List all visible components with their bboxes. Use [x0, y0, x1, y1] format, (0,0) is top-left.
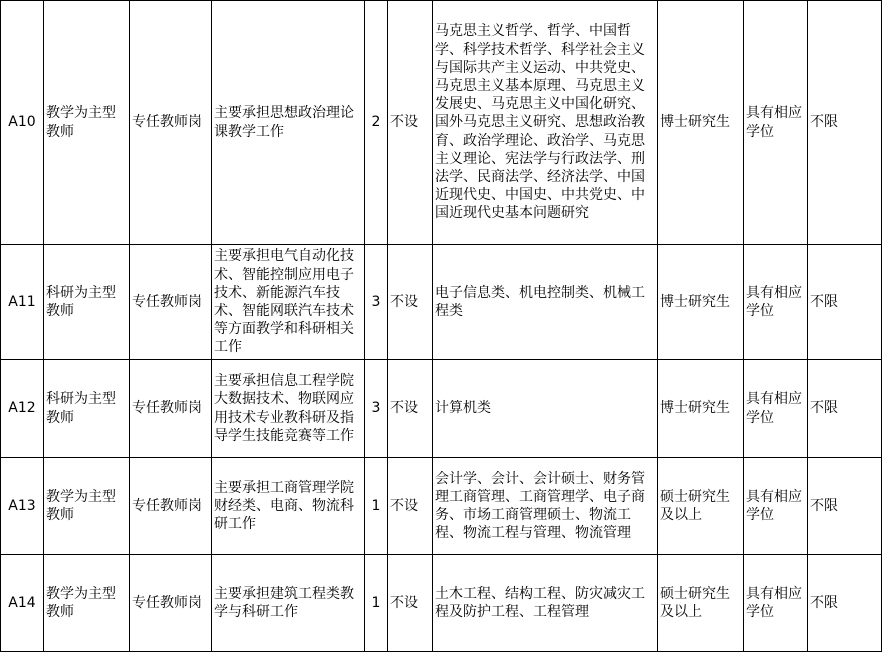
major-cell: 会计学、会计、会计硕士、财务管理工商管理、工商管理学、电子商务、市场工商管理硕士、物流工程、物流工程与管理、物流管理	[433, 458, 658, 555]
other-cell: 不限	[808, 555, 882, 652]
post-type-cell: 科研为主型教师	[44, 245, 130, 360]
headcount-cell: 3	[365, 245, 388, 360]
degree-cell: 具有相应学位	[744, 555, 808, 652]
post-name-cell: 专任教师岗	[130, 360, 212, 458]
post-code-cell: A14	[1, 555, 44, 652]
education-cell: 硕士研究生及以上	[658, 458, 744, 555]
degree-cell: 具有相应学位	[744, 458, 808, 555]
headcount-cell: 1	[365, 458, 388, 555]
ratio-cell: 不设	[388, 555, 433, 652]
degree-cell: 具有相应学位	[744, 360, 808, 458]
major-cell: 土木工程、结构工程、防灾减灾工程及防护工程、工程管理	[433, 555, 658, 652]
degree-cell: 具有相应学位	[744, 1, 808, 245]
post-type-cell: 教学为主型教师	[44, 458, 130, 555]
post-type-cell: 教学为主型教师	[44, 555, 130, 652]
table-row	[1, 245, 882, 360]
education-cell: 硕士研究生及以上	[658, 555, 744, 652]
headcount-cell: 1	[365, 555, 388, 652]
post-type-cell: 科研为主型教师	[44, 360, 130, 458]
education-cell: 博士研究生	[658, 1, 744, 245]
headcount-cell: 2	[365, 1, 388, 245]
duty-cell: 主要承担建筑工程类教学与科研工作	[212, 555, 365, 652]
table-row	[1, 458, 882, 555]
duty-cell: 主要承担思想政治理论课教学工作	[212, 1, 365, 245]
headcount-cell: 3	[365, 360, 388, 458]
post-type-cell: 教学为主型教师	[44, 1, 130, 245]
ratio-cell: 不设	[388, 360, 433, 458]
education-cell: 博士研究生	[658, 360, 744, 458]
duty-cell: 主要承担信息工程学院大数据技术、物联网应用技术专业教科研及指导学生技能竞赛等工作	[212, 360, 365, 458]
major-cell: 电子信息类、机电控制类、机械工程类	[433, 245, 658, 360]
degree-cell: 具有相应学位	[744, 245, 808, 360]
other-cell: 不限	[808, 1, 882, 245]
table-row	[1, 555, 882, 652]
post-code-cell: A13	[1, 458, 44, 555]
post-code-cell: A11	[1, 245, 44, 360]
ratio-cell: 不设	[388, 1, 433, 245]
ratio-cell: 不设	[388, 458, 433, 555]
other-cell: 不限	[808, 458, 882, 555]
post-name-cell: 专任教师岗	[130, 555, 212, 652]
post-name-cell: 专任教师岗	[130, 245, 212, 360]
other-cell: 不限	[808, 245, 882, 360]
other-cell: 不限	[808, 360, 882, 458]
post-name-cell: 专任教师岗	[130, 1, 212, 245]
duty-cell: 主要承担电气自动化技术、智能控制应用电子技术、新能源汽车技术、智能网联汽车技术等方面教学和科研相关工作	[212, 245, 365, 360]
duty-cell: 主要承担工商管理学院财经类、电商、物流科研工作	[212, 458, 365, 555]
table-body	[1, 1, 882, 652]
post-name-cell: 专任教师岗	[130, 458, 212, 555]
table-row	[1, 360, 882, 458]
post-code-cell: A10	[1, 1, 44, 245]
post-code-cell: A12	[1, 360, 44, 458]
education-cell: 博士研究生	[658, 245, 744, 360]
table-row	[1, 1, 882, 245]
major-cell: 计算机类	[433, 360, 658, 458]
ratio-cell: 不设	[388, 245, 433, 360]
major-cell: 马克思主义哲学、哲学、中国哲学、科学技术哲学、科学社会主义与国际共产主义运动、中共党史、马克思主义基本原理、马克思主义发展史、马克思主义中国化研究、国外马克思主义研究、思想政治教育、政治学理论、政治学、马克思主义理论、宪法学与行政法学、刑法学、民商法学、经济法学、中国近现代史、中国史、中共党史、中国近现代史基本问题研究	[433, 1, 658, 245]
